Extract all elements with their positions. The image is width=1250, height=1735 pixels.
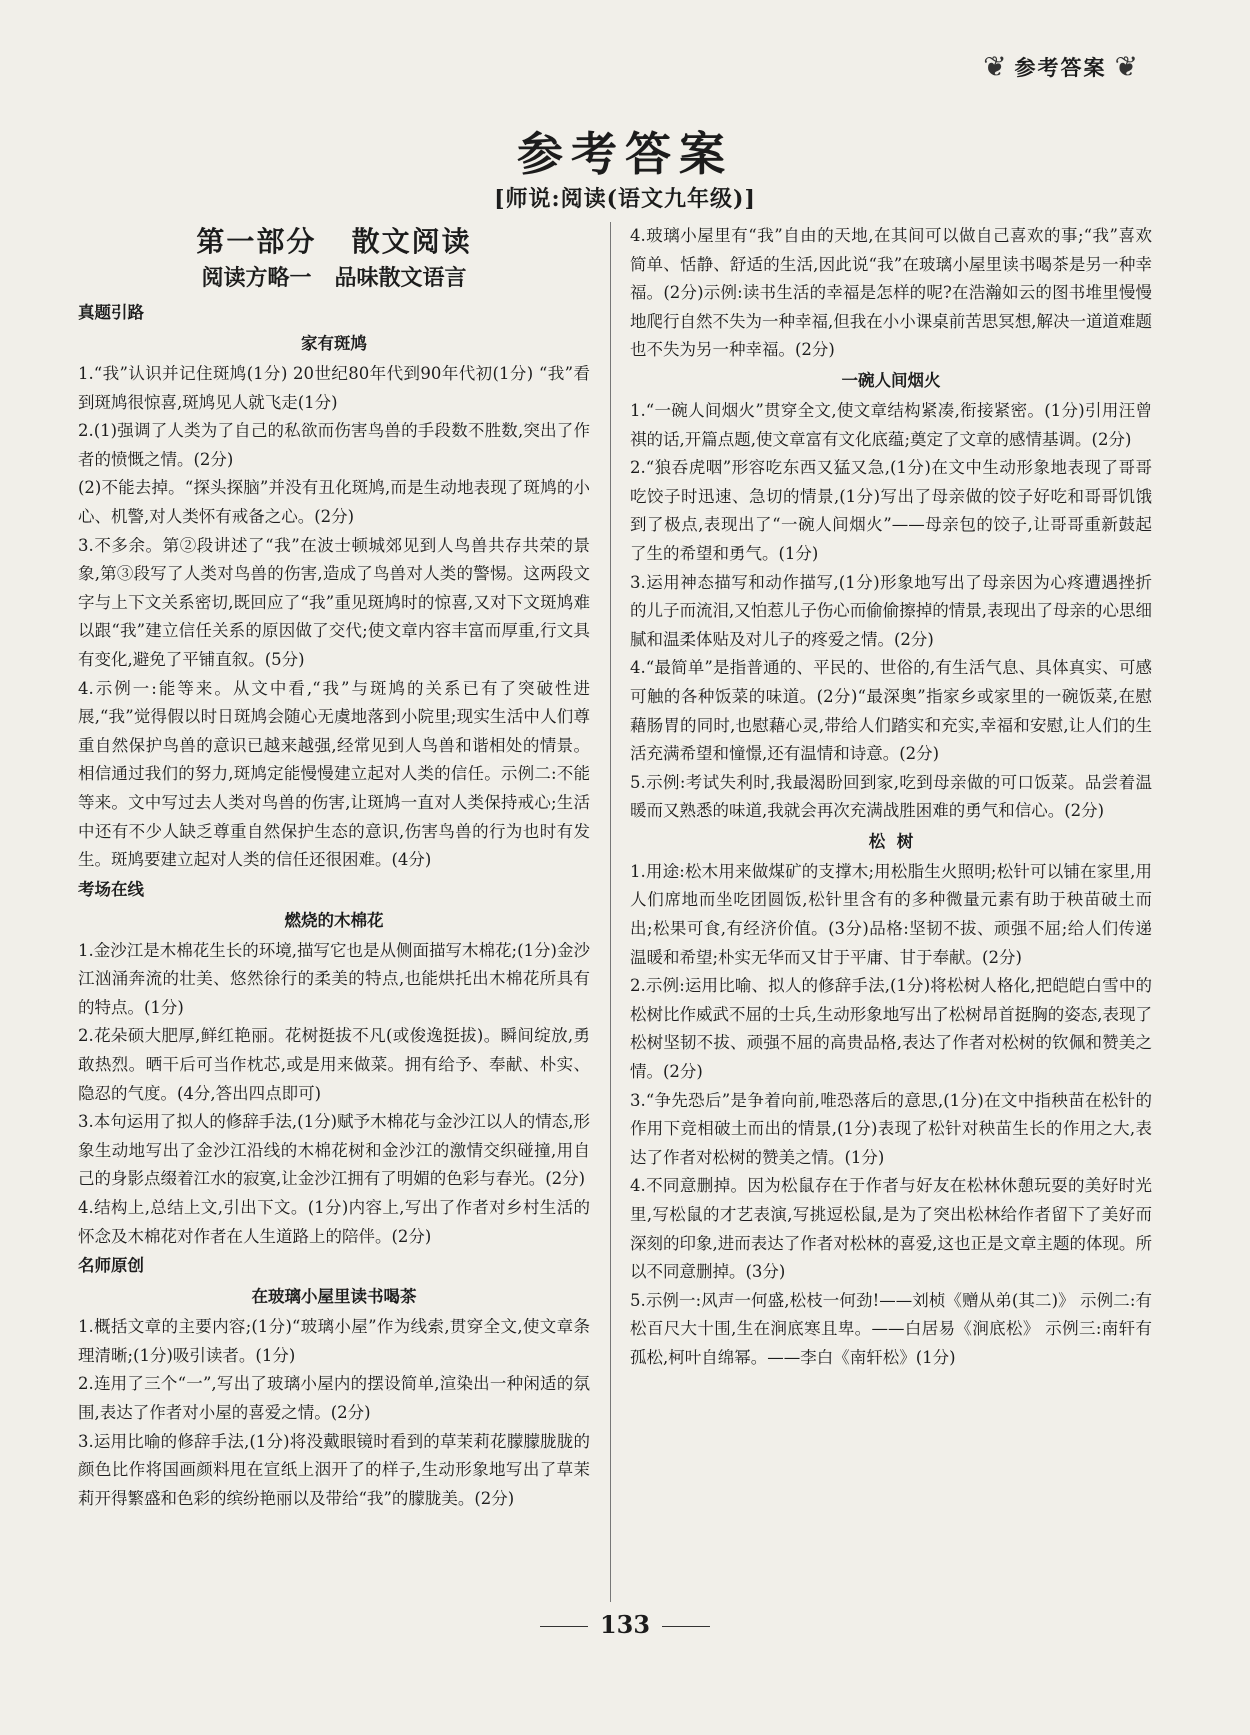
page-number-dash-right <box>662 1626 710 1627</box>
answer-paragraph: 2.(1)强调了人类为了自己的私欲而伤害鸟兽的手段数不胜数,突出了作者的愤慨之情。(2分) <box>78 421 590 469</box>
article-title: 在玻璃小屋里读书喝茶 <box>251 1287 417 1307</box>
article-title: 燃烧的木棉花 <box>284 910 384 930</box>
answer-paragraph: 4.不同意删掉。因为松鼠存在于作者与好友在松林休憩玩耍的美好时光里,写松鼠的才艺表演,写挑逗松鼠,是为了突出松林给作者留下了美好而深刻的印象,进而表达了作者对松林的喜爱,这也正是文章主题的体现。所以不同意删掉。(3分) <box>630 1176 1152 1282</box>
article-title: 家有斑鸠 <box>301 334 367 353</box>
left-column <box>78 222 590 1513</box>
answer-paragraph: 3.运用比喻的修辞手法,(1分)将没戴眼镜时看到的草茉莉花朦朦胧胧的颜色比作将国画颜料甩在宣纸上洇开了的样子,生动形象地写出了草茉莉开得繁盛和色彩的缤纷艳丽以及带给“我”的朦胧美。(2分) <box>78 1431 590 1508</box>
part-title: 第一部分 散文阅读 <box>196 225 472 258</box>
answer-paragraph: 1.概括文章的主要内容;(1分)“玻璃小屋”作为线索,贯穿全文,使文章条理清晰;(1分)吸引读者。(1分) <box>78 1317 590 1365</box>
book-subtitle: [师说:阅读(语文九年级)] <box>494 186 756 212</box>
section-heading: 真题引路 <box>78 303 144 322</box>
answer-paragraph: 4.结构上,总结上文,引出下文。(1分)内容上,写出了作者对乡村生活的怀念及木棉花对作者在人生道路上的陪伴。(2分) <box>78 1198 590 1246</box>
answer-paragraph: 5.示例一:风声一何盛,松枝一何劲!——刘桢《赠从弟(其二)》 示例二:有松百尺大十围,生在涧底寒且卑。——白居易《涧底松》 示例三:南轩有孤松,柯叶自绵幂。——李白《南轩松》(1分) <box>630 1290 1152 1367</box>
article-title: 松 树 <box>868 831 914 851</box>
answer-paragraph: 2.“狼吞虎咽”形容吃东西又猛又急,(1分)在文中生动形象地表现了哥哥吃饺子时迅速、急切的情景,(1分)写出了母亲做的饺子好吃和哥哥饥饿到了极点,表现出了“一碗人间烟火”——母亲包的饺子,让哥哥重新鼓起了生的希望和勇气。(1分) <box>630 458 1152 563</box>
part-subtitle: 阅读方略一 品味散文语言 <box>201 266 467 291</box>
answer-paragraph: 2.连用了三个“一”,写出了玻璃小屋内的摆设简单,渲染出一种闲适的氛围,表达了作者对小屋的喜爱之情。(2分) <box>78 1374 590 1422</box>
article-title: 一碗人间烟火 <box>841 370 941 390</box>
answer-paragraph: 2.花朵硕大肥厚,鲜红艳丽。花树挺拔不凡(或俊逸挺拔)。瞬间绽放,勇敢热烈。晒干后可当作枕芯,或是用来做菜。拥有给予、奉献、朴实、隐忍的气度。(4分,答出四点即可) <box>78 1026 590 1103</box>
answer-paragraph: 4.示例一:能等来。从文中看,“我”与斑鸠的关系已有了突破性进展,“我”觉得假以时日斑鸠会随心无虞地落到小院里;现实生活中人们尊重自然保护鸟兽的意识已越来越强,经常见到人鸟兽和谐相处的情景。相信通过我们的努力,斑鸠定能慢慢建立起对人类的信任。示例二:不能等来。文中写过去人类对鸟兽的伤害,让斑鸠一直对人类保持戒心;生活中还有不少人缺乏尊重自然保护生态的意识,伤害鸟兽的行为也时有发生。斑鸠要建立起对人类的信任还很困难。(4分) <box>78 678 590 870</box>
answer-paragraph: 1.“一碗人间烟火”贯穿全文,使文章结构紧凑,衔接紧密。(1分)引用汪曾祺的话,开篇点题,使文章富有文化底蕴;奠定了文章的感情基调。(2分) <box>630 400 1152 449</box>
header-badge <box>983 52 1138 82</box>
answer-paragraph: 3.本句运用了拟人的修辞手法,(1分)赋予木棉花与金沙江以人的情态,形象生动地写出了金沙江沿线的木棉花树和金沙江的激情交织碰撞,用自己的身影点缀着江水的寂寞,让金沙江拥有了明媚的色彩与春光。(2分) <box>78 1112 590 1189</box>
page-number <box>0 1610 1250 1639</box>
answer-paragraph: 3.“争先恐后”是争着向前,唯恐落后的意思,(1分)在文中指秧苗在松针的作用下竞相破土而出的情景,(1分)表现了松针对秧苗生长的作用之大,表达了作者对松树的赞美之情。(1分) <box>630 1090 1152 1167</box>
answer-paragraph: 1.金沙江是木棉花生长的环境,描写它也是从侧面描写木棉花;(1分)金沙江汹涌奔流的壮美、悠然徐行的柔美的特点,也能烘托出木棉花所具有的特点。(1分) <box>78 940 590 1017</box>
ornament-right-icon: ❦ <box>1114 50 1138 83</box>
page-title: 参考答案 <box>517 127 733 181</box>
answer-paragraph: 3.不多余。第②段讲述了“我”在波士顿城郊见到人鸟兽共存共荣的景象,第③段写了人类对鸟兽的伤害,造成了鸟兽对人类的警惕。这两段文字与上下文关系密切,既回应了“我”重见斑鸠时的惊喜,又对下文斑鸠难以跟“我”建立信任关系的原因做了交代;使文章内容丰富而厚重,行文具有变化,避免了平铺直叙。(5分) <box>78 535 590 669</box>
answer-paragraph: 3.运用神态描写和动作描写,(1分)形象地写出了母亲因为心疼遭遇挫折的儿子而流泪,又怕惹儿子伤心而偷偷擦掉的情景,表现出了母亲的心思细腻和温柔体贴及对儿子的疼爱之情。(2分) <box>630 572 1152 649</box>
answer-paragraph: 5.示例:考试失利时,我最渴盼回到家,吃到母亲做的可口饭菜。品尝着温暖而又熟悉的味道,我就会再次充满战胜困难的勇气和信心。(2分) <box>630 772 1152 821</box>
answer-paragraph: 2.示例:运用比喻、拟人的修辞手法,(1分)将松树人格化,把皑皑白雪中的松树比作威武不屈的士兵,生动形象地写出了松树昂首挺胸的姿态,表现了松树坚韧不拔、顽强不屈的高贵品格,表达了作者对松树的钦佩和赞美之情。(2分) <box>630 976 1152 1082</box>
page-number-dash-left <box>540 1626 588 1627</box>
column-divider <box>610 222 611 1602</box>
section-heading: 名师原创 <box>78 1256 144 1276</box>
answer-paragraph: 1.用途:松木用来做煤矿的支撑木;用松脂生火照明;松针可以铺在家里,用人们席地而坐吃团圆饭,松针里含有的多种微量元素有助于秧苗破土而出;松果可食,有经济价值。(3分)品格:坚韧不拔、顽强不屈;给人们传递温暖和希望;朴实无华而又甘于平庸、甘于奉献。(2分) <box>630 861 1152 967</box>
page-number-value: 133 <box>599 1610 651 1639</box>
answer-paragraph: 4.“最简单”是指普通的、平民的、世俗的,有生活气息、具体真实、可感可触的各种饭菜的味道。(2分)“最深奥”指家乡或家里的一碗饭菜,在慰藉肠胃的同时,也慰藉心灵,带给人们踏实和充实,幸福和安慰,让人们的生活充满希望和憧憬,还有温情和诗意。(2分) <box>630 658 1152 764</box>
right-column <box>630 222 1152 1373</box>
section-heading: 考场在线 <box>78 879 144 899</box>
ornament-left-icon: ❦ <box>983 50 1007 83</box>
answer-paragraph: 1.“我”认识并记住斑鸠(1分) 20世纪80年代到90年代初(1分) “我”看到斑鸠很惊喜,斑鸠见人就飞走(1分) <box>78 364 590 412</box>
answer-paragraph: (2)不能去掉。“探头探脑”并没有丑化斑鸠,而是生动地表现了斑鸠的小心、机警,对人类怀有戒备之心。(2分) <box>78 478 590 526</box>
header-badge-label: 参考答案 <box>1014 56 1107 80</box>
answer-paragraph: 4.玻璃小屋里有“我”自由的天地,在其间可以做自己喜欢的事;“我”喜欢简单、恬静、舒适的生活,因此说“我”在玻璃小屋里读书喝茶是另一种幸福。(2分)示例:读书生活的幸福是怎样的呢?在浩瀚如云的图书堆里慢慢地爬行自然不失为一种幸福,但我在小小课桌前苦思冥想,解决一道道难题也不失为另一种幸福。(2分) <box>630 226 1152 360</box>
